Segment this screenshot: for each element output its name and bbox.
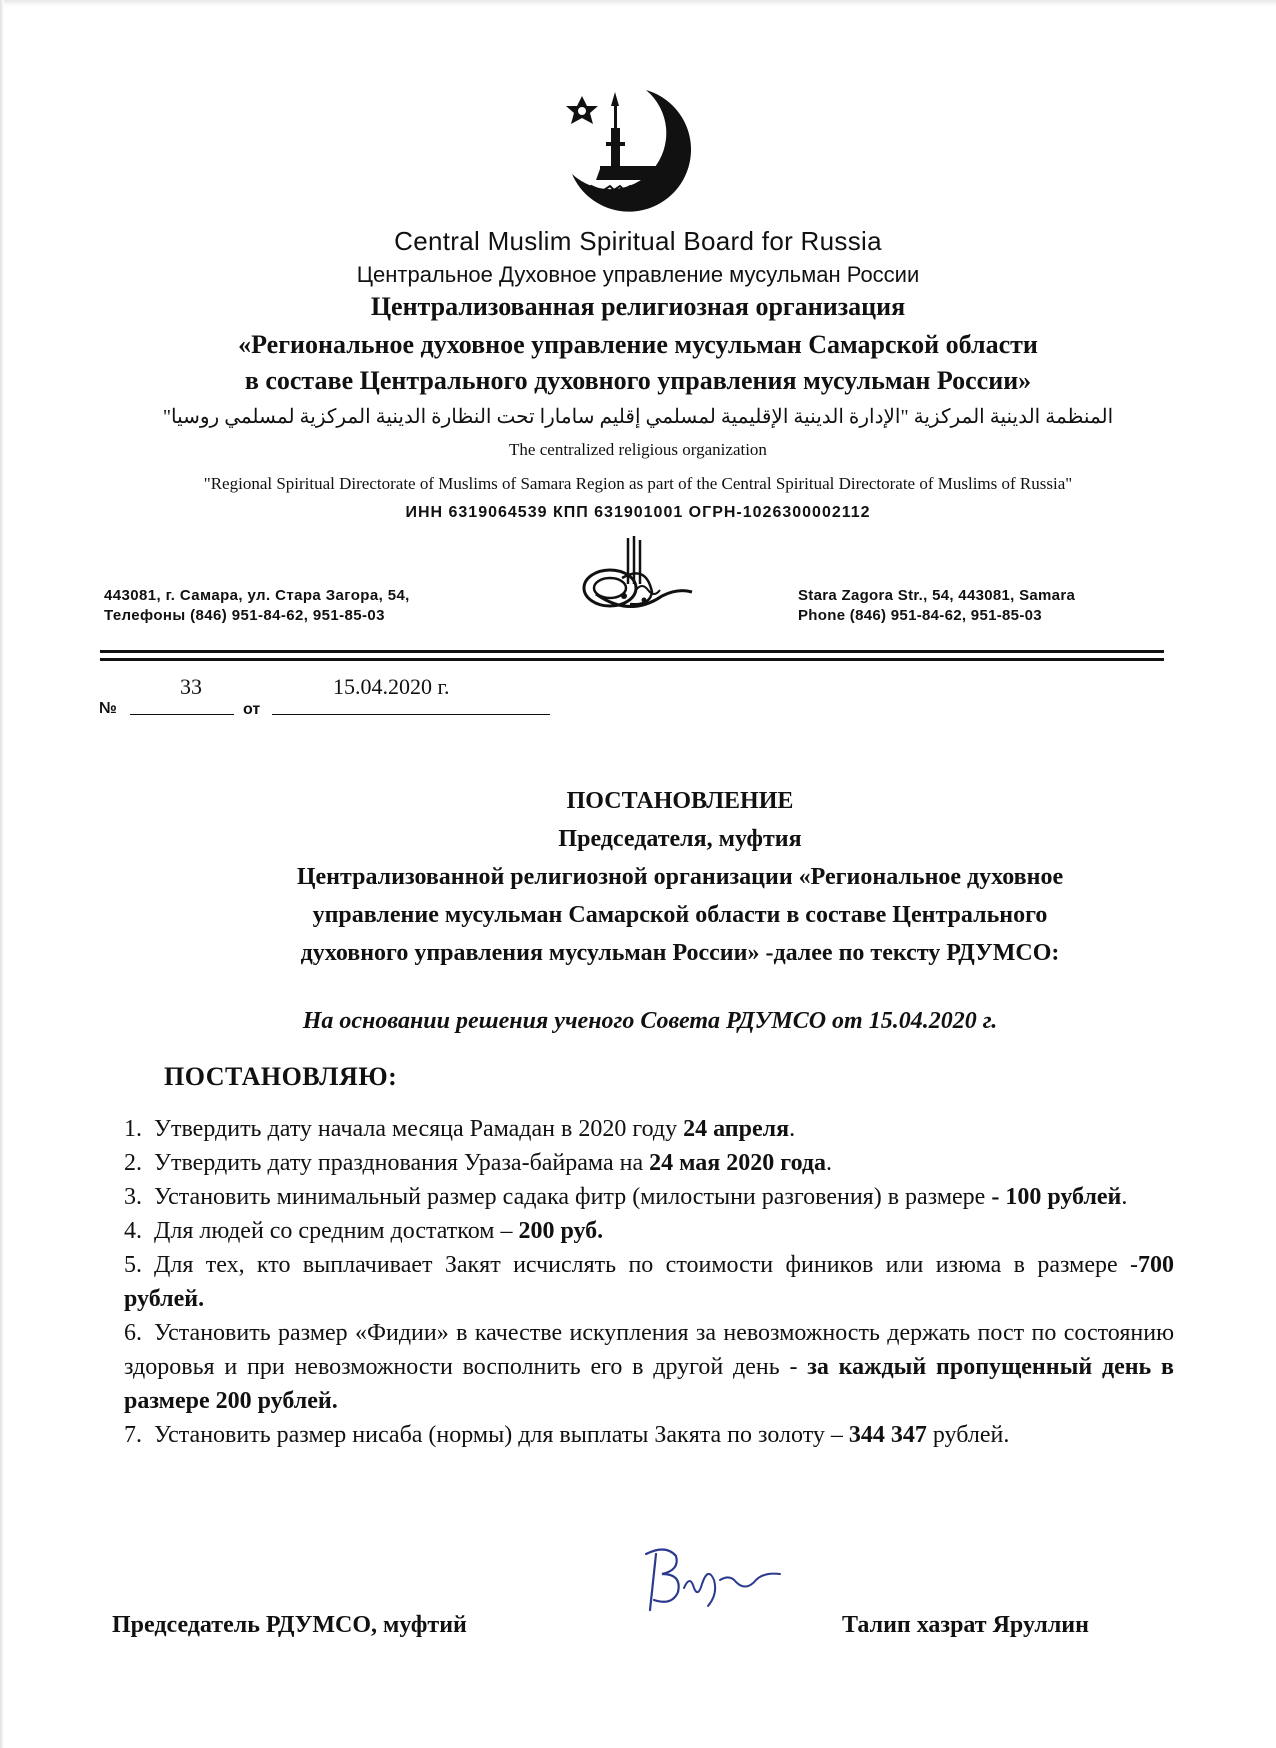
number-label: № <box>99 700 117 717</box>
org-full-name-line2: в составе Центрального духовного управления мусульман России» <box>244 366 1032 395</box>
date-underline <box>272 714 550 715</box>
crescent-minaret-emblem-icon <box>560 78 694 220</box>
title-line4: управление мусульман Самарской области в составе Центрального <box>312 902 1048 928</box>
date-label: от <box>243 701 261 718</box>
signatory-name: Талип хазрат Яруллин <box>842 1612 1089 1638</box>
number-underline <box>130 714 234 715</box>
signatory-position: Председатель РДУМСО, муфтий <box>112 1612 467 1638</box>
decree-heading: ПОСТАНОВЛЯЮ: <box>164 1062 398 1091</box>
header-divider <box>100 658 1164 661</box>
tughra-seal-icon <box>566 534 696 624</box>
list-item: 4. Для людей со средним достатком – 200 руб. <box>124 1218 604 1244</box>
list-item: 6. Установить размер «Фидии» в качестве искупления за невозможность держать пост по состоянию здоровья и при невозможности восполнить его в другой день - за каждый пропущенный день в размере 200 рублей. <box>124 1320 1174 1414</box>
header-divider <box>100 650 1164 653</box>
address-russian <box>104 586 410 626</box>
document-date: 15.04.2020 г. <box>333 674 450 699</box>
registration-ids: ИНН 6319064539 КПП 631901001 ОГРН-1026300002112 <box>405 504 871 521</box>
org-type-heading: Централизованная религиозная организация <box>370 292 906 321</box>
scan-edge <box>0 0 1276 6</box>
list-item: 3. Установить минимальный размер садака фитр (милостыни разговения) в размере - 100 рублей. <box>124 1184 1128 1210</box>
document-title: ПОСТАНОВЛЕНИЕ <box>566 788 794 814</box>
list-item: 2. Утвердить дату празднования Ураза-байрама на 24 мая 2020 года. <box>124 1150 833 1176</box>
address-en-line2: Phone (846) 951-84-62, 951-85-03 <box>798 607 1042 624</box>
title-line3: Централизованной религиозной организации «Региональное духовное <box>296 864 1064 890</box>
list-item: 1. Утвердить дату начала месяца Рамадан в 2020 году 24 апреля. <box>124 1116 796 1142</box>
org-name-english: Central Muslim Spiritual Board for Russia <box>394 226 882 256</box>
basis-statement: На основании решения ученого Совета РДУМСО от 15.04.2020 г. <box>302 1008 998 1034</box>
title-line5: духовного управления мусульман России» -далее по тексту РДУМСО: <box>300 940 1060 966</box>
address-english <box>798 586 1075 626</box>
address-ru-line2: Телефоны (846) 951-84-62, 951-85-03 <box>104 607 385 624</box>
title-line2: Председателя, муфтия <box>558 826 802 852</box>
address-ru-line1: 443081, г. Самара, ул. Стара Загора, 54, <box>104 587 410 604</box>
list-item: 7. Установить размер нисаба (нормы) для выплаты Закята по золоту – 344 347 рублей. <box>124 1422 1010 1448</box>
decree-items <box>124 1112 1174 1452</box>
handwritten-signature-icon <box>636 1540 786 1620</box>
org-type-english: The centralized religious organization <box>509 440 767 459</box>
address-en-line1: Stara Zagora Str., 54, 443081, Samara <box>798 587 1076 604</box>
document-number: 33 <box>180 674 202 699</box>
list-item: 5. Для тех, кто выплачивает Закят исчислять по стоимости фиников или изюма в размере -700 рублей. <box>124 1252 1174 1312</box>
org-name-russian: Центральное Духовное управление мусульман России <box>356 262 920 287</box>
org-full-name-line1: «Региональное духовное управление мусульман Самарской области <box>238 330 1038 359</box>
org-full-name-english: "Regional Spiritual Directorate of Muslims of Samara Region as part of the Central Spiritual Directorate of Muslims of Russia" <box>203 474 1073 493</box>
org-name-arabic: المنظمة الدينية المركزية "الإدارة الدينية الإقليمية لمسلمي إقليم سامارا تحت النظارة الدينية المركزية لمسلمي روسيا" <box>162 406 1114 428</box>
